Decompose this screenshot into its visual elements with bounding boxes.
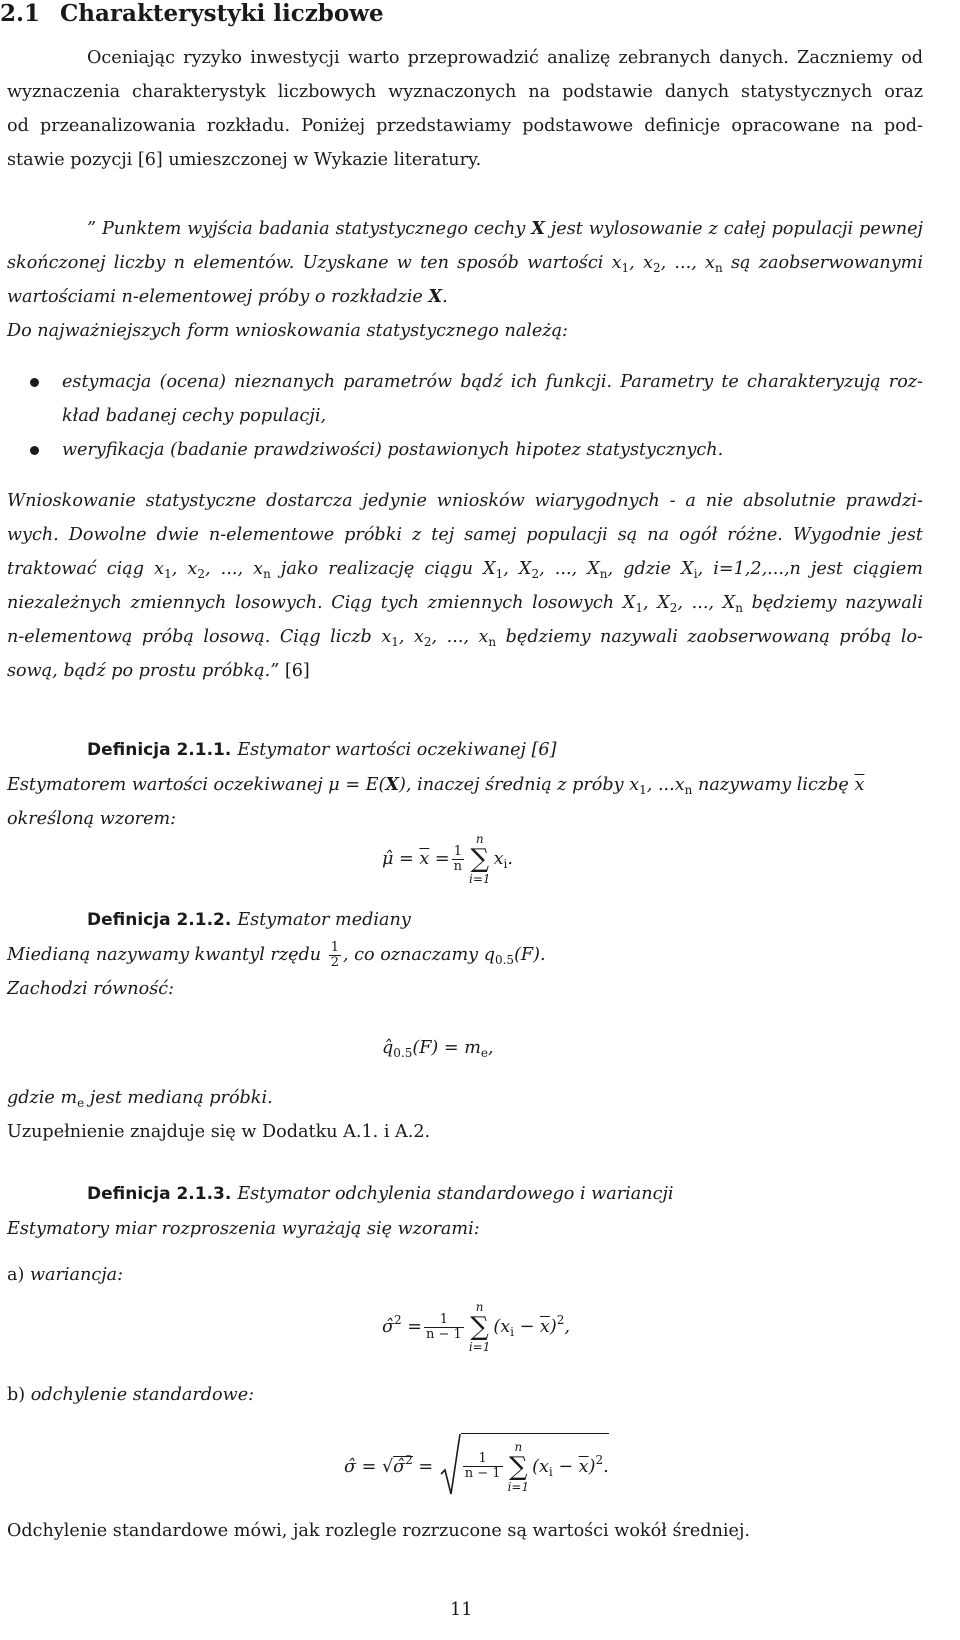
page-number: 11 <box>450 1600 473 1620</box>
quote-line-2: skończonej liczby n elementów. Uzyskane w ten sposób wartości $x_1$, $x_2$, ..., $x_n$ są zaobserwowanymi <box>7 253 923 275</box>
bullet-marker <box>30 446 39 455</box>
def1-line-2: określoną wzorem: <box>7 809 177 829</box>
inference-line-1: Wnioskowanie statystyczne dostarcza jedynie wniosków wiarygodnych - a nie absolutnie prawdzi- <box>7 491 923 511</box>
inference-line-2: wych. Dowolne dwie n-elementowe próbki z tej samej populacji są na ogół różne. Wygodnie jest <box>7 525 923 545</box>
inference-text: niezależnych zmiennych losowych. Ciąg tych zmiennych losowych <box>7 593 623 613</box>
bullet-text: estymacja (ocena) nieznanych parametrów bądź ich funkcji. <box>62 372 613 392</box>
quote-text: jest wylosowanie z całej populacji pewnej <box>544 219 923 239</box>
fraction-1-over-n-minus-1: $\frac{1}{n - 1}$ <box>464 1451 501 1481</box>
def2-text: jest medianą próbki. <box>84 1088 273 1108</box>
def3-line-1: Estymatory miar rozproszenia wyrażają się wzorami: <box>7 1219 480 1239</box>
item-marker: b) <box>7 1385 26 1405</box>
section-heading <box>0 0 384 31</box>
bullet-2: weryfikacja (badanie prawdziwości) postawionych hipotez statystycznych. <box>62 440 724 460</box>
definition-2-1-3-heading <box>87 1177 674 1211</box>
fraction-1-over-n: $\frac{1}{n}$ <box>453 843 463 874</box>
inference-text: n-elementową próbą losową. Ciąg liczb <box>7 627 382 647</box>
definition-2-1-1-heading <box>87 733 556 767</box>
inference-text: , gdzie <box>607 559 682 579</box>
summation-symbol: n ∑ i=1 <box>507 1439 530 1494</box>
quote-line-4: Do najważniejszych form wnioskowania statystycznego należą: <box>7 321 568 341</box>
definition-label: Definicja 2.1.2. <box>87 910 232 930</box>
inference-text: traktować ciąg <box>7 559 155 579</box>
item-label: wariancja: <box>29 1265 124 1285</box>
variable-x: X <box>531 218 545 239</box>
intro-line-1: Oceniając ryzyko inwestycji warto przeprowadzić analizę zebranych danych. Zaczniemy od <box>87 48 923 68</box>
formula-std-dev: σ̂ = √σ̂$^2$ = $\frac{1}{n - 1}$ n ∑ i=1 $(x_i - \overline{x})^2$. <box>344 1432 609 1502</box>
inference-text: będziemy nazywali zaobserwowaną próbą lo- <box>496 627 923 647</box>
citation: [6] <box>279 661 310 681</box>
item-a <box>7 1258 123 1292</box>
definition-title: Estymator mediany <box>237 910 411 930</box>
inference-text: , i=1,2,...,n jest ciągiem <box>697 559 923 579</box>
definition-label: Definicja 2.1.3. <box>87 1184 232 1204</box>
bullet-marker <box>30 378 39 387</box>
def2-line-4: Uzupełnienie znajduje się w Dodatku A.1. i A.2. <box>7 1122 431 1142</box>
intro-line-4: stawie pozycji [6] umieszczonej w Wykazie literatury. <box>7 150 482 170</box>
definition-2-1-2-heading <box>87 903 411 937</box>
def1-text: nazywamy liczbę <box>692 775 855 795</box>
formula-median: $q̂_{0.5}(F) = m_e$, <box>382 1038 494 1060</box>
inference-text: jako realizację ciągu <box>270 559 484 579</box>
quote-line-3 <box>7 280 448 314</box>
bullet-text: Parametry te charakteryzują roz- <box>612 372 923 392</box>
def2-text: , co oznaczamy <box>342 945 484 965</box>
fraction-one-half: $\frac{1}{2}$ <box>330 939 339 970</box>
bullet-1-line-2: kład badanej cechy populacji, <box>62 406 327 426</box>
closing-sentence: Odchylenie standardowe mówi, jak rozlegle rozrzucone są wartości wokół średniej. <box>7 1521 750 1541</box>
item-marker: a) <box>7 1265 25 1285</box>
def2-line-2: Zachodzi równość: <box>7 979 175 999</box>
quote-text: skończonej liczby n elementów. Uzyskane w ten sposób wartości <box>7 253 612 273</box>
inference-line-3: traktować ciąg $x_1$, $x_2$, ..., $x_n$ jako realizację ciągu $X_1$, $X_2$, ..., $X_n$, gdzie $X_i$, i=1,2,...,n jest ciągiem <box>7 559 923 581</box>
section-title: Charakterystyki liczbowe <box>60 0 384 27</box>
quote-text: są zaobserwowanymi <box>722 253 923 273</box>
fraction-1-over-n-minus-1: $\frac{1}{n - 1}$ <box>426 1311 462 1342</box>
definition-title: Estymator wartości oczekiwanej [6] <box>237 740 557 760</box>
definition-title: Estymator odchylenia standardowego i wariancji <box>237 1184 674 1204</box>
inference-line-5: n-elementową próbą losową. Ciąg liczb $x_1$, $x_2$, ..., $x_n$ będziemy nazywali zaobserwowaną próbą lo- <box>7 627 923 649</box>
def1-line-1: Estymatorem wartości oczekiwanej μ = E(X), inaczej średnią z próby $x_1$, $...x_n$ nazywamy liczbę $\overline{x}$ <box>7 774 865 797</box>
intro-line-3: od przeanalizowania rozkładu. Poniżej przedstawiamy podstawowe definicje opracowane na pod- <box>7 116 923 136</box>
bullet-1-line-1 <box>62 365 923 399</box>
inference-text: będziemy nazywali <box>742 593 923 613</box>
def2-line-3: gdzie $m_e$ jest medianą próbki. <box>7 1088 273 1110</box>
summation-symbol: n ∑ i=1 <box>468 1300 491 1354</box>
quote-text: wartościami n-elementowej próby o rozkładzie <box>7 287 429 307</box>
section-number: 2.1 <box>0 0 41 27</box>
square-root-symbol: $\frac{1}{n - 1}$ n ∑ i=1 $(x_i - \overline{x})^2$. <box>439 1432 609 1502</box>
quote-text: . <box>442 287 448 307</box>
def1-text: Estymatorem wartości oczekiwanej <box>7 775 329 795</box>
definition-label: Definicja 2.1.1. <box>87 740 232 760</box>
inference-text: sową, bądź po prostu próbką.” <box>7 661 280 681</box>
radical-sign <box>439 1432 461 1502</box>
def2-text: Miedianą nazywamy kwantyl rzędu <box>7 945 327 965</box>
formula-variance: σ̂$^2$ = $\frac{1}{n - 1}$ n ∑ i=1 $(x_i - \overline{x})^2$, <box>382 1300 570 1354</box>
item-b <box>7 1378 254 1412</box>
def1-text: , inaczej średnią z próby <box>405 775 630 795</box>
formula-mean: μ̂ = $\overline{x}$ = $\frac{1}{n}$ n ∑ i=1 $x_i$. <box>382 832 513 886</box>
item-label: odchylenie standardowe: <box>30 1385 255 1405</box>
variable-x: X <box>428 286 443 307</box>
inference-line-6 <box>7 654 310 688</box>
intro-line-2: wyznaczenia charakterystyk liczbowych wyznaczonych na podstawie danych statystycznych oraz <box>7 82 923 102</box>
inference-line-4: niezależnych zmiennych losowych. Ciąg tych zmiennych losowych $X_1$, $X_2$, ..., $X_n$ będziemy nazywali <box>7 593 923 615</box>
def2-line-1: Miedianą nazywamy kwantyl rzędu $\frac{1}{2}$ , co oznaczamy $q_{0.5}(F)$. <box>7 939 546 970</box>
quote-text: ” Punktem wyjścia badania statystycznego cechy <box>87 219 532 239</box>
summation-symbol: n ∑ i=1 <box>469 832 491 886</box>
def2-text: gdzie <box>7 1088 61 1108</box>
quote-line-1 <box>87 212 923 246</box>
